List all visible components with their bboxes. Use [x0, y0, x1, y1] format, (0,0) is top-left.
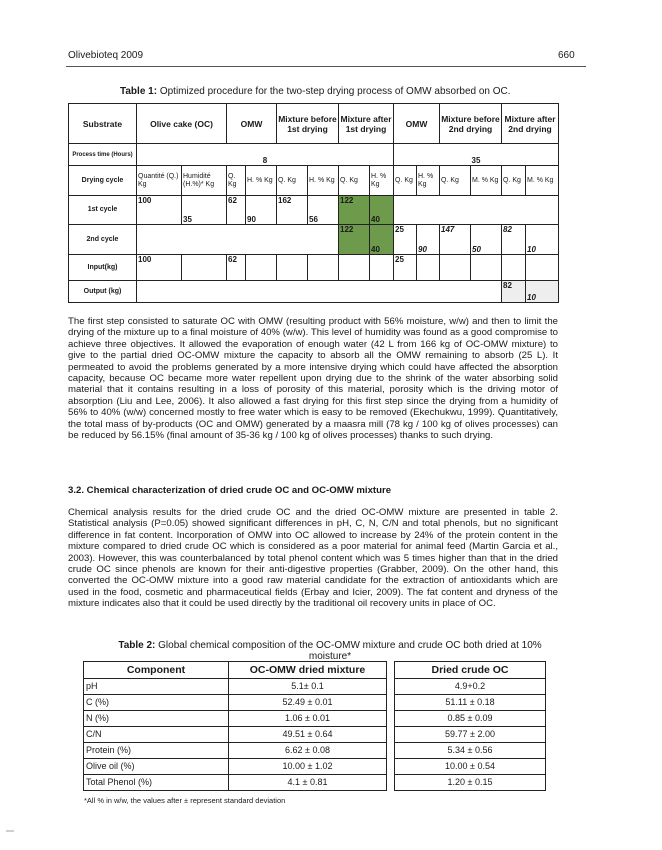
sub-mb1-h: H. % Kg [308, 166, 339, 196]
t2-mixture-value: 1.06 ± 0.01 [229, 711, 387, 727]
drying-procedure-table [68, 103, 559, 303]
c2-omw-h: 90 [417, 225, 440, 255]
output-empty [137, 281, 502, 303]
c2-empty [137, 225, 339, 255]
t2-header-component: Component [84, 662, 229, 679]
t2-component: C/N [84, 727, 229, 743]
c2-mb-h: 50 [471, 225, 502, 255]
t2-mixture-value: 4.1 ± 0.81 [229, 775, 387, 791]
c2-ma-q: 122 [339, 225, 370, 255]
t2-crude-value: 4.9+0.2 [395, 679, 546, 695]
sub-ma2-q: Q. Kg [502, 166, 526, 196]
sub-ma2-m: M. % Kg [526, 166, 559, 196]
t2-mixture-value: 49.51 ± 0.64 [229, 727, 387, 743]
c1-omw-h: 90 [246, 196, 277, 225]
drying-cycle-label: Drying cycle [69, 166, 137, 196]
table1-caption-label: Table 1: [120, 86, 158, 97]
t2-component: pH [84, 679, 229, 695]
input-omw-h [246, 255, 277, 281]
sub-omw-h: H. % Kg [246, 166, 277, 196]
sub-mb1-q: Q. Kg [277, 166, 308, 196]
t2-crude-value: 5.34 ± 0.56 [395, 743, 546, 759]
cycle-2-label: 2nd cycle [69, 225, 137, 255]
input-ma2-q [502, 255, 526, 281]
c1-oc-h: 35 [182, 196, 227, 225]
header-mixture-before-1: Mixture before 1st drying [277, 104, 339, 144]
header-omw-2: OMW [394, 104, 440, 144]
running-header-journal: Olivebioteq 2009 [68, 50, 144, 61]
cycle-1-label: 1st cycle [69, 196, 137, 225]
input-label: Input(kg) [69, 255, 137, 281]
t2-gap [387, 695, 395, 711]
process-time-step-1: 8 [137, 144, 394, 166]
input-oc-h [182, 255, 227, 281]
table-row [84, 759, 546, 775]
t2-gap [387, 711, 395, 727]
c2-omw-q: 25 [394, 225, 417, 255]
scan-speck [6, 830, 14, 832]
t2-component: C (%) [84, 695, 229, 711]
table-row [84, 695, 546, 711]
t2-header-mixture: OC-OMW dried mixture [229, 662, 387, 679]
sub-ma1-q: Q. Kg [339, 166, 370, 196]
c2-ma2-h: 10 [526, 225, 559, 255]
input-omw2-h [417, 255, 440, 281]
t2-gap [387, 679, 395, 695]
input-ma1-q [339, 255, 370, 281]
t2-mixture-value: 6.62 ± 0.08 [229, 743, 387, 759]
paragraph-chemical-analysis: Chemical analysis results for the dried crude OC and the dried OC-OMW mixture are presented in table 2. Statistical analysis (P=0.05) showed significant differences in pH, C, N, C/N and total phenols, but no significant difference in fat content. Incorporation of OMW into OC allowed to increase by 24% of the protein content in the mixture compared to dried crude OC which is considered as a poor material for animal feed (Martin Garcia et al., 2003). However, this was counterbalanced by total phenol content which was 5 times higher than that in the dried crude OC since phenols are known for their anti-digestive properties (Grabber, 2009). On the other hand, this converted the OC-OMW mixture into a good raw material candidate for the extraction of antioxidants which are used in the food, cosmetic and pharmaceutical fields (Erbay and Icier, 2009). The fat content and dryness of the mixture indicates also that it could be used directly by the traditional oil recovery units in place of OC. [68, 507, 558, 610]
sub-mb2-m: M. % Kg [471, 166, 502, 196]
input-mb2-q [440, 255, 471, 281]
table1-caption [120, 86, 511, 97]
t2-gap [387, 662, 395, 679]
c2-ma-h: 40 [370, 225, 394, 255]
t2-crude-value: 1.20 ± 0.15 [395, 775, 546, 791]
c1-omw-q: 62 [227, 196, 246, 225]
table2-footnote: *All % in w/w, the values after ± represent standard deviation [84, 796, 286, 805]
table2-caption [100, 640, 560, 662]
input-oc-q: 100 [137, 255, 182, 281]
c1-mb-q: 162 [277, 196, 308, 225]
table-row [84, 711, 546, 727]
c1-oc-q: 100 [137, 196, 182, 225]
sub-omw2-q: Q. Kg [394, 166, 417, 196]
t2-component: N (%) [84, 711, 229, 727]
header-mixture-before-2: Mixture before 2nd drying [440, 104, 502, 144]
t2-mixture-value: 5.1± 0.1 [229, 679, 387, 695]
t2-header-crude: Dried crude OC [395, 662, 546, 679]
header-olive-cake: Olive cake (OC) [137, 104, 227, 144]
t2-gap [387, 759, 395, 775]
table-row [84, 743, 546, 759]
c1-empty [394, 196, 559, 225]
t2-gap [387, 743, 395, 759]
t2-gap [387, 727, 395, 743]
t2-gap [387, 775, 395, 791]
input-mb1-q [277, 255, 308, 281]
input-omw2-q: 25 [394, 255, 417, 281]
table-row [84, 775, 546, 791]
table2-caption-label: Table 2: [118, 640, 156, 651]
input-mb2-m [471, 255, 502, 281]
table-row [84, 679, 546, 695]
table1-caption-text: Optimized procedure for the two-step drying process of OMW absorbed on OC. [159, 86, 511, 97]
input-ma1-h [370, 255, 394, 281]
chemical-composition-table [83, 661, 546, 791]
sub-omw2-h: H. % Kg [417, 166, 440, 196]
input-ma2-m [526, 255, 559, 281]
process-time-label: Process time (Hours) [69, 144, 137, 166]
sub-quantite: Quantité (Q.) Kg [137, 166, 182, 196]
section-heading-3-2: 3.2. Chemical characterization of dried crude OC and OC-OMW mixture [68, 485, 392, 496]
output-q: 82 [502, 281, 526, 303]
c2-ma2-q: 82 [502, 225, 526, 255]
c1-ma-h: 40 [370, 196, 394, 225]
output-h: 10 [526, 281, 559, 303]
output-label: Output (kg) [69, 281, 137, 303]
sub-omw-q: Q. Kg [227, 166, 246, 196]
t2-crude-value: 51.11 ± 0.18 [395, 695, 546, 711]
header-substrate: Substrate [69, 104, 137, 144]
sub-humidite: Humidité (H.%)* Kg [182, 166, 227, 196]
sub-mb2-q: Q. Kg [440, 166, 471, 196]
t2-component: Olive oil (%) [84, 759, 229, 775]
c1-mb-h: 56 [308, 196, 339, 225]
t2-mixture-value: 10.00 ± 1.02 [229, 759, 387, 775]
table2-caption-text: Global chemical composition of the OC-OMW mixture and crude OC both dried at 10% moisture* [158, 640, 542, 662]
paragraph-drying-discussion: The first step consisted to saturate OC with OMW (resulting product with 56% moisture, w/w) and then to limit the drying of the mixture up to a final moisture of 40% (w/w). This level of humidity was found as a good compromise to achieve three objectives. It allowed the evaporation of enough water (42 L from 166 kg of OC-OMW mixture) to give to the partial dried OC-OMW mixture the capacity to absorb all the OMW remaining to absorb (25 L). It permeated to avoid the problems generated by a more intensive drying which could have affected the absorption capacity, because OC became more water repellent upon drying due to the shrink of the water absorbing solid material that it contains resulting in a loss of porosity of this material, porosity which is the driving motor of absorption (Liu and Lee, 2006). It also allowed a fast drying for this first step since the drying from a humidity of 56% to 40% (w/w) concerned mostly to free water which is easy to be removed (Ekechukwu, 1999). Quantitatively, the total mass of by-products (OC and OMW) generated by a maasra mill (78 kg / 100 kg of olives processes) can be reduced by 56.15% (final amount of 35-36 kg / 100 kg of olives processes) thanks to such drying. [68, 316, 558, 442]
t2-crude-value: 0.85 ± 0.09 [395, 711, 546, 727]
t2-component: Total Phenol (%) [84, 775, 229, 791]
header-mixture-after-1: Mixture after 1st drying [339, 104, 394, 144]
table-row [84, 727, 546, 743]
c1-ma-q: 122 [339, 196, 370, 225]
c2-mb-q: 147 [440, 225, 471, 255]
sub-ma1-h: H. % Kg [370, 166, 394, 196]
input-mb1-h [308, 255, 339, 281]
header-rule [66, 66, 586, 67]
header-omw-1: OMW [227, 104, 277, 144]
t2-mixture-value: 52.49 ± 0.01 [229, 695, 387, 711]
input-omw-q: 62 [227, 255, 246, 281]
header-mixture-after-2: Mixture after 2nd drying [502, 104, 559, 144]
t2-crude-value: 10.00 ± 0.54 [395, 759, 546, 775]
t2-component: Protein (%) [84, 743, 229, 759]
page-number: 660 [558, 50, 575, 61]
process-time-step-2: 35 [394, 144, 559, 166]
t2-crude-value: 59.77 ± 2.00 [395, 727, 546, 743]
